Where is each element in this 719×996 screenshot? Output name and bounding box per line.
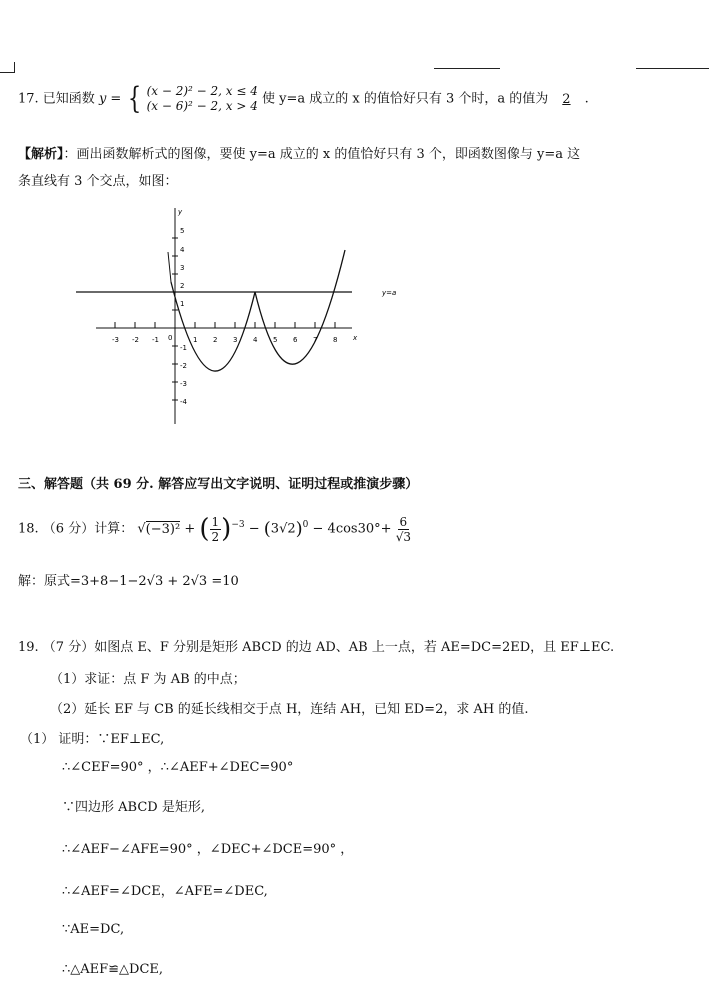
y-axis-label: y — [178, 208, 183, 216]
q17-answer: 2 — [562, 91, 571, 107]
q18-six-den: √3 — [395, 529, 411, 544]
y-tick-label: -4 — [180, 398, 187, 406]
proof-step: ∵四边形 ABCD 是矩形, — [62, 800, 205, 815]
q19-part1: （1）求证：点 F 为 AB 的中点； — [50, 672, 246, 687]
q18-label: 18. （6 分）计算： — [18, 521, 134, 537]
q17-piecewise — [147, 84, 258, 114]
y-tick-label: 1 — [180, 300, 185, 308]
q17-brace: { — [128, 81, 142, 116]
q18-exp-zero: 0 — [302, 520, 309, 531]
q17-piece2: (x − 6)² − 2, x > 4 — [146, 99, 258, 113]
x-tick-label: -3 — [112, 336, 119, 344]
curve-left-fragment — [168, 252, 171, 282]
x-tick-label: 8 — [333, 336, 338, 344]
x-tick-label: -2 — [132, 336, 139, 344]
y-tick-label: 4 — [180, 246, 185, 254]
question-18: 18. （6 分）计算： √(−3)² + ( $\frac{1}{2}$ )$^{-3} - (3√2)^0 - 4\cos 30^\circ+$ $\frac{6}{√3}$ — [18, 514, 411, 544]
x-tick-label: 6 — [293, 336, 298, 344]
line-label: y=a — [382, 289, 397, 297]
q18-three-root-two: 3√2 — [270, 521, 296, 537]
q17-end: . — [584, 91, 589, 107]
parabola-left — [171, 282, 255, 371]
y-tick-label: -1 — [180, 344, 187, 352]
analysis-text1: ：画出函数解析式的图像，要使 y=a 成立的 x 的值恰好只有 3 个，即函数图像与 y=a 这 — [63, 147, 581, 162]
function-graph — [70, 200, 410, 430]
q18-radicand: (−3)² — [145, 521, 181, 537]
q17-y-eq: y = — [98, 91, 122, 107]
q18-six-num: 6 — [399, 514, 408, 529]
header-rule-right — [636, 68, 709, 69]
q18-solution: 解：原式=3+8−1−2√3 + 2√3 =10 — [18, 574, 239, 589]
x-tick-label: 3 — [233, 336, 238, 344]
section-3-heading: 三、解答题（共 69 分. 解答应写出文字说明、证明过程或推演步骤） — [18, 477, 419, 492]
origin-label: 0 — [168, 334, 173, 342]
y-tick-label: -3 — [180, 380, 187, 388]
q18-half-den: 2 — [211, 529, 220, 544]
q17-prefix: 17. 已知函数 — [18, 91, 95, 107]
x-tick-label: 5 — [273, 336, 278, 344]
x-tick-label: 7 — [313, 336, 318, 344]
proof-step: ∴∠AEF=∠DCE，∠AFE=∠DEC, — [62, 884, 268, 899]
q18-fraction-half — [210, 515, 222, 544]
proof-step: ∵AE=DC, — [62, 922, 125, 937]
analysis-line1 — [18, 143, 580, 162]
x-tick-label: -1 — [152, 336, 159, 344]
q17-middle: 使 y=a 成立的 x 的值恰好只有 3 个时，a 的值为 — [262, 91, 549, 107]
proof-step: ∴∠CEF=90° ，∴∠AEF+∠DEC=90° — [62, 760, 294, 775]
y-tick-label: 5 — [180, 227, 185, 235]
parabola-right — [255, 250, 345, 364]
analysis-line2: 条直线有 3 个交点，如图： — [18, 174, 178, 189]
header-rule-left — [0, 72, 14, 73]
q18-cos-term: − 4cos30°+ — [312, 521, 392, 537]
q19-part2: （2）延长 EF 与 CB 的延长线相交于点 H，连结 AH，已知 ED=2，求 AH 的值. — [50, 702, 529, 717]
x-tick-label: 1 — [193, 336, 198, 344]
q19-proof-label: （1） 证明：∵EF⊥EC, — [20, 732, 165, 747]
q19-stem: 19. （7 分）如图点 E、F 分别是矩形 ABCD 的边 AD、AB 上一点，若 AE=DC=2ED，且 EF⊥EC. — [18, 640, 615, 655]
y-tick-label: 2 — [180, 282, 185, 290]
x-tick-label: 2 — [213, 336, 218, 344]
q18-fraction-six — [396, 515, 411, 544]
header-rule-middle — [434, 68, 500, 69]
header-tick-left — [14, 62, 15, 73]
x-ticks — [115, 322, 335, 328]
x-tick-label: 4 — [253, 336, 258, 344]
q17-piece1: (x − 2)² − 2, x ≤ 4 — [146, 84, 258, 98]
question-17 — [18, 81, 589, 116]
proof-step: ∴∠AEF−∠AFE=90° ，∠DEC+∠DCE=90° ， — [62, 842, 354, 857]
proof-step: ∴△AEF≌△DCE, — [62, 962, 164, 977]
analysis-tag: 【解析】 — [18, 147, 64, 162]
q18-sqrt: √(−3)² — [137, 521, 181, 537]
q18-half-num: 1 — [211, 514, 220, 529]
y-tick-label: -2 — [180, 362, 187, 370]
x-axis-label: x — [353, 334, 358, 342]
y-tick-label: 3 — [180, 264, 185, 272]
q18-exp-neg3: −3 — [231, 520, 245, 531]
